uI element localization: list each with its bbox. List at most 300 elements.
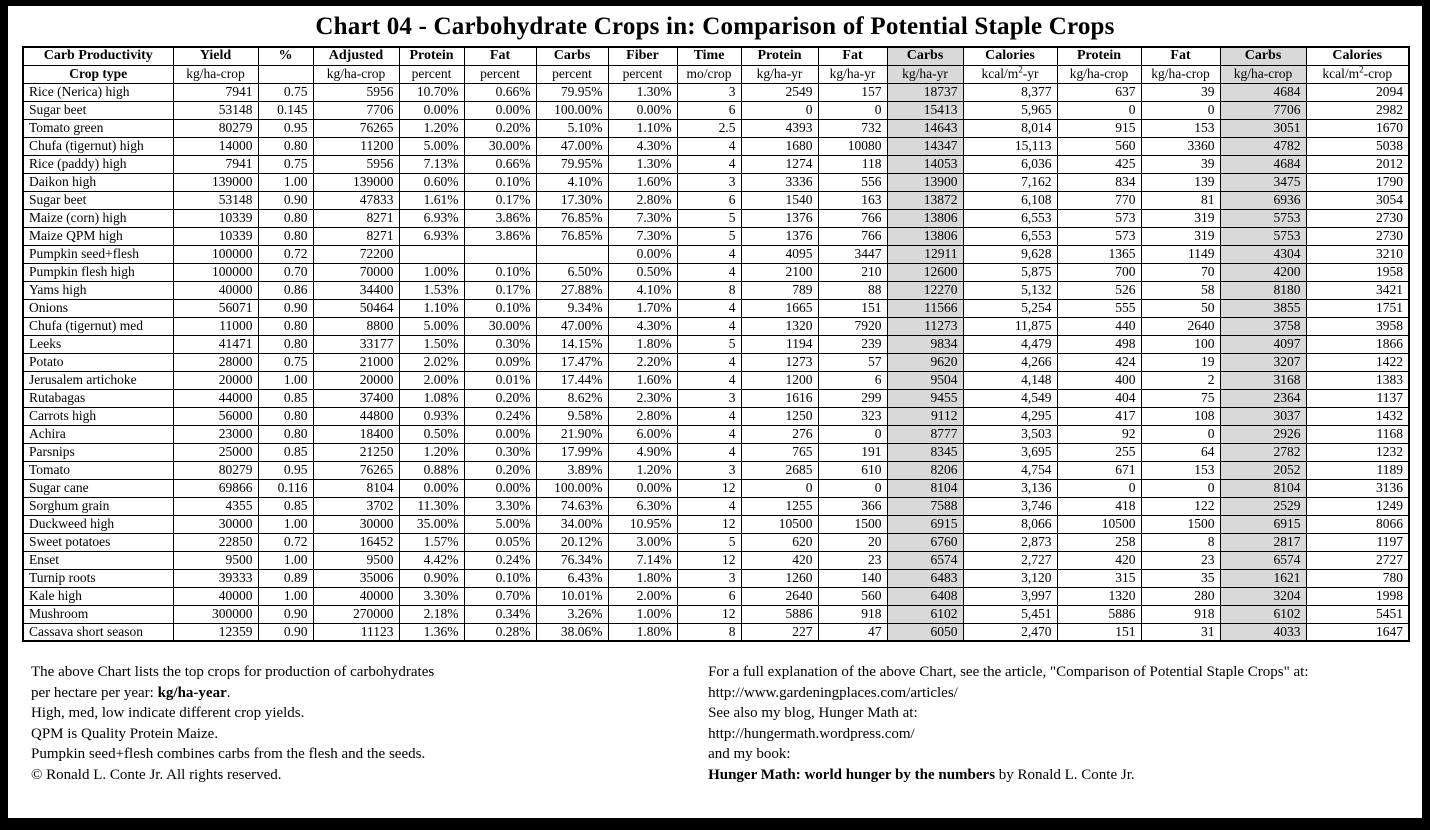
value-cell: 1.00% xyxy=(399,263,464,281)
crop-name-cell: Onions xyxy=(23,299,173,317)
value-cell: 6408 xyxy=(887,587,963,605)
value-cell: 0 xyxy=(1057,479,1141,497)
column-header: Protein xyxy=(1057,47,1141,65)
value-cell: 6.00% xyxy=(608,425,677,443)
value-cell: 270000 xyxy=(313,605,399,623)
footer-text: http://www.gardeningplaces.com/articles/ xyxy=(708,684,958,701)
value-cell: 0.20% xyxy=(464,461,536,479)
value-cell: 4,479 xyxy=(963,335,1057,353)
value-cell: 1376 xyxy=(741,209,818,227)
column-header: Fat xyxy=(1141,47,1220,65)
value-cell: 3210 xyxy=(1306,245,1409,263)
table-header xyxy=(23,47,1409,83)
value-cell: 3,997 xyxy=(963,587,1057,605)
value-cell: 1149 xyxy=(1141,245,1220,263)
crop-name-cell: Parsnips xyxy=(23,443,173,461)
value-cell: 17.47% xyxy=(536,353,608,371)
value-cell: 5,132 xyxy=(963,281,1057,299)
footer-line xyxy=(708,662,1408,683)
value-cell: 0.20% xyxy=(464,119,536,137)
value-cell: 8066 xyxy=(1306,515,1409,533)
value-cell: 5038 xyxy=(1306,137,1409,155)
value-cell: 5 xyxy=(677,209,741,227)
value-cell: 0 xyxy=(1141,101,1220,119)
units-row xyxy=(23,65,1409,83)
value-cell: 1.60% xyxy=(608,173,677,191)
value-cell: 0.80 xyxy=(258,425,313,443)
value-cell: 139000 xyxy=(173,173,258,191)
value-cell: 5.10% xyxy=(536,119,608,137)
value-cell: 0.90 xyxy=(258,299,313,317)
column-header: Yield xyxy=(173,47,258,65)
value-cell: 3 xyxy=(677,461,741,479)
value-cell: 1.00 xyxy=(258,371,313,389)
value-cell: 0.01% xyxy=(464,371,536,389)
value-cell: 0.17% xyxy=(464,281,536,299)
value-cell: 153 xyxy=(1141,461,1220,479)
value-cell: 0.80 xyxy=(258,407,313,425)
table-row xyxy=(23,533,1409,551)
value-cell: 418 xyxy=(1057,497,1141,515)
value-cell: 8206 xyxy=(887,461,963,479)
value-cell: 8 xyxy=(677,281,741,299)
value-cell: 2.02% xyxy=(399,353,464,371)
value-cell: 3475 xyxy=(1220,173,1306,191)
value-cell: 2094 xyxy=(1306,83,1409,101)
value-cell: 1.53% xyxy=(399,281,464,299)
value-cell: 0.10% xyxy=(464,263,536,281)
value-cell: 0.66% xyxy=(464,155,536,173)
page-title: Chart 04 - Carbohydrate Crops in: Comparison of Potential Staple Crops xyxy=(315,13,1115,40)
value-cell: 18400 xyxy=(313,425,399,443)
value-cell: 1.00 xyxy=(258,551,313,569)
value-cell: 918 xyxy=(818,605,887,623)
footer-right-notes xyxy=(708,662,1408,785)
value-cell: 39 xyxy=(1141,83,1220,101)
value-cell: 35.00% xyxy=(399,515,464,533)
value-cell: 1194 xyxy=(741,335,818,353)
value-cell: 424 xyxy=(1057,353,1141,371)
value-cell: 1.80% xyxy=(608,335,677,353)
table-row xyxy=(23,551,1409,569)
value-cell: 2.80% xyxy=(608,407,677,425)
value-cell: 20000 xyxy=(173,371,258,389)
value-cell: 8271 xyxy=(313,209,399,227)
value-cell: 276 xyxy=(741,425,818,443)
column-header: Carbs xyxy=(887,47,963,65)
column-unit: percent xyxy=(608,65,677,83)
value-cell: 0.90% xyxy=(399,569,464,587)
value-cell: 9504 xyxy=(887,371,963,389)
crop-name-cell: Rutabagas xyxy=(23,389,173,407)
value-cell: 1.08% xyxy=(399,389,464,407)
value-cell: 8104 xyxy=(1220,479,1306,497)
value-cell: 0.90 xyxy=(258,605,313,623)
value-cell: 11,875 xyxy=(963,317,1057,335)
value-cell: 0.10% xyxy=(464,173,536,191)
value-cell: 1.20% xyxy=(399,119,464,137)
column-unit: kg/ha-crop xyxy=(1141,65,1220,83)
crop-name-cell: Pumpkin seed+flesh xyxy=(23,245,173,263)
crop-name-cell: Jerusalem artichoke xyxy=(23,371,173,389)
value-cell: 5886 xyxy=(741,605,818,623)
value-cell: 1274 xyxy=(741,155,818,173)
value-cell: 17.99% xyxy=(536,443,608,461)
value-cell: 21250 xyxy=(313,443,399,461)
value-cell: 76.85% xyxy=(536,209,608,227)
value-cell: 9620 xyxy=(887,353,963,371)
value-cell: 50464 xyxy=(313,299,399,317)
value-cell: 1621 xyxy=(1220,569,1306,587)
column-unit: kg/ha-crop xyxy=(313,65,399,83)
value-cell: 139000 xyxy=(313,173,399,191)
value-cell: 1168 xyxy=(1306,425,1409,443)
value-cell: 3.00% xyxy=(608,533,677,551)
value-cell: 76265 xyxy=(313,461,399,479)
footer-text: Pumpkin seed+flesh combines carbs from the flesh and the seeds. xyxy=(31,746,426,763)
value-cell: 2982 xyxy=(1306,101,1409,119)
value-cell: 7920 xyxy=(818,317,887,335)
value-cell: 2817 xyxy=(1220,533,1306,551)
footer-text: High, med, low indicate different crop yields. xyxy=(31,705,305,722)
value-cell: 41471 xyxy=(173,335,258,353)
value-cell: 0.80 xyxy=(258,209,313,227)
value-cell: 3,695 xyxy=(963,443,1057,461)
value-cell: 4 xyxy=(677,317,741,335)
column-header: Calories xyxy=(1306,47,1409,65)
value-cell: 0.93% xyxy=(399,407,464,425)
table-row xyxy=(23,317,1409,335)
value-cell: 315 xyxy=(1057,569,1141,587)
value-cell: 0.80 xyxy=(258,317,313,335)
value-cell: 0.50% xyxy=(608,263,677,281)
value-cell: 12 xyxy=(677,551,741,569)
value-cell: 8345 xyxy=(887,443,963,461)
value-cell: 0 xyxy=(818,101,887,119)
value-cell: 1432 xyxy=(1306,407,1409,425)
value-cell: 80279 xyxy=(173,461,258,479)
value-cell: 1.57% xyxy=(399,533,464,551)
column-unit: kg/ha-yr xyxy=(741,65,818,83)
value-cell: 13900 xyxy=(887,173,963,191)
value-cell: 10.70% xyxy=(399,83,464,101)
value-cell: 2012 xyxy=(1306,155,1409,173)
value-cell: 40000 xyxy=(173,587,258,605)
crop-name-cell: Tomato green xyxy=(23,119,173,137)
crop-name-cell: Duckweed high xyxy=(23,515,173,533)
value-cell: 6 xyxy=(677,191,741,209)
value-cell: 319 xyxy=(1141,209,1220,227)
value-cell: 3054 xyxy=(1306,191,1409,209)
value-cell: 0.95 xyxy=(258,119,313,137)
column-header: Protein xyxy=(399,47,464,65)
value-cell: 1189 xyxy=(1306,461,1409,479)
value-cell: 915 xyxy=(1057,119,1141,137)
value-cell: 81 xyxy=(1141,191,1220,209)
value-cell: 15,113 xyxy=(963,137,1057,155)
value-cell: 610 xyxy=(818,461,887,479)
table-row xyxy=(23,335,1409,353)
value-cell: 0.30% xyxy=(464,335,536,353)
value-cell: 11273 xyxy=(887,317,963,335)
value-cell: 8777 xyxy=(887,425,963,443)
value-cell: 13806 xyxy=(887,227,963,245)
table-row xyxy=(23,587,1409,605)
table-row xyxy=(23,389,1409,407)
value-cell: 8104 xyxy=(313,479,399,497)
crop-name-cell: Cassava short season xyxy=(23,623,173,641)
value-cell: 151 xyxy=(1057,623,1141,641)
table-row xyxy=(23,623,1409,641)
value-cell: 30000 xyxy=(313,515,399,533)
table-row xyxy=(23,515,1409,533)
value-cell: 732 xyxy=(818,119,887,137)
value-cell: 5 xyxy=(677,533,741,551)
value-cell: 3702 xyxy=(313,497,399,515)
column-unit: percent xyxy=(464,65,536,83)
table-row xyxy=(23,443,1409,461)
value-cell: 1616 xyxy=(741,389,818,407)
value-cell: 5451 xyxy=(1306,605,1409,623)
value-cell: 766 xyxy=(818,209,887,227)
value-cell: 0.10% xyxy=(464,569,536,587)
value-cell: 122 xyxy=(1141,497,1220,515)
value-cell: 258 xyxy=(1057,533,1141,551)
value-cell: 1.60% xyxy=(608,371,677,389)
value-cell: 1376 xyxy=(741,227,818,245)
value-cell: 2100 xyxy=(741,263,818,281)
value-cell: 39 xyxy=(1141,155,1220,173)
value-cell: 498 xyxy=(1057,335,1141,353)
value-cell: 0.30% xyxy=(464,443,536,461)
value-cell: 4 xyxy=(677,371,741,389)
value-cell: 7588 xyxy=(887,497,963,515)
value-cell: 4355 xyxy=(173,497,258,515)
value-cell: 0.70% xyxy=(464,587,536,605)
value-cell: 76265 xyxy=(313,119,399,137)
value-cell: 1647 xyxy=(1306,623,1409,641)
value-cell: 3421 xyxy=(1306,281,1409,299)
value-cell: 6,553 xyxy=(963,227,1057,245)
value-cell: 5 xyxy=(677,335,741,353)
table-row xyxy=(23,245,1409,263)
value-cell: 12911 xyxy=(887,245,963,263)
value-cell: 918 xyxy=(1141,605,1220,623)
value-cell: 404 xyxy=(1057,389,1141,407)
value-cell: 13872 xyxy=(887,191,963,209)
table-row xyxy=(23,83,1409,101)
value-cell: 2549 xyxy=(741,83,818,101)
value-cell: 4,295 xyxy=(963,407,1057,425)
value-cell: 8104 xyxy=(887,479,963,497)
value-cell: 92 xyxy=(1057,425,1141,443)
value-cell: 0.66% xyxy=(464,83,536,101)
value-cell: 1665 xyxy=(741,299,818,317)
value-cell: 100 xyxy=(1141,335,1220,353)
footer-text: The above Chart lists the top crops for production of carbohydrates xyxy=(31,664,435,680)
value-cell: 10080 xyxy=(818,137,887,155)
value-cell: 80279 xyxy=(173,119,258,137)
value-cell: 420 xyxy=(1057,551,1141,569)
value-cell: 35006 xyxy=(313,569,399,587)
value-cell: 3.30% xyxy=(399,587,464,605)
value-cell: 3168 xyxy=(1220,371,1306,389)
crop-name-cell: Pumpkin flesh high xyxy=(23,263,173,281)
value-cell: 3 xyxy=(677,173,741,191)
value-cell: 1.30% xyxy=(608,155,677,173)
value-cell: 7.14% xyxy=(608,551,677,569)
value-cell: 16452 xyxy=(313,533,399,551)
value-cell: 58 xyxy=(1141,281,1220,299)
value-cell: 1.20% xyxy=(399,443,464,461)
value-cell: 6760 xyxy=(887,533,963,551)
crops-table xyxy=(22,46,1410,642)
value-cell: 2926 xyxy=(1220,425,1306,443)
value-cell: 100.00% xyxy=(536,479,608,497)
value-cell: 5753 xyxy=(1220,227,1306,245)
value-cell: 4.90% xyxy=(608,443,677,461)
column-header: Time xyxy=(677,47,741,65)
value-cell: 6936 xyxy=(1220,191,1306,209)
value-cell: 0.00% xyxy=(608,245,677,263)
value-cell: 19 xyxy=(1141,353,1220,371)
value-cell: 2,873 xyxy=(963,533,1057,551)
column-unit: Crop type xyxy=(23,65,173,83)
value-cell: 0 xyxy=(1141,425,1220,443)
value-cell: 2052 xyxy=(1220,461,1306,479)
table-row xyxy=(23,119,1409,137)
column-unit: mo/crop xyxy=(677,65,741,83)
table-row xyxy=(23,191,1409,209)
value-cell: 4684 xyxy=(1220,83,1306,101)
crop-name-cell: Kale high xyxy=(23,587,173,605)
value-cell: 425 xyxy=(1057,155,1141,173)
value-cell: 8,014 xyxy=(963,119,1057,137)
value-cell: 1.36% xyxy=(399,623,464,641)
value-cell: 44000 xyxy=(173,389,258,407)
value-cell: 1320 xyxy=(741,317,818,335)
value-cell: 671 xyxy=(1057,461,1141,479)
value-cell: 1383 xyxy=(1306,371,1409,389)
crop-name-cell: Leeks xyxy=(23,335,173,353)
column-unit: kg/ha-yr xyxy=(887,65,963,83)
value-cell: 10339 xyxy=(173,227,258,245)
value-cell: 560 xyxy=(1057,137,1141,155)
crop-name-cell: Sugar beet xyxy=(23,191,173,209)
value-cell: 20.12% xyxy=(536,533,608,551)
value-cell: 163 xyxy=(818,191,887,209)
value-cell: 4 xyxy=(677,155,741,173)
column-unit: kg/ha-crop xyxy=(173,65,258,83)
value-cell: 2.20% xyxy=(608,353,677,371)
value-cell: 14000 xyxy=(173,137,258,155)
value-cell: 3037 xyxy=(1220,407,1306,425)
value-cell: 6102 xyxy=(887,605,963,623)
value-cell: 69866 xyxy=(173,479,258,497)
value-cell: 6 xyxy=(818,371,887,389)
value-cell: 1249 xyxy=(1306,497,1409,515)
value-cell: 10500 xyxy=(1057,515,1141,533)
column-unit: percent xyxy=(399,65,464,83)
footer-text: kg/ha-year xyxy=(157,684,227,701)
value-cell: 8,066 xyxy=(963,515,1057,533)
table-row xyxy=(23,101,1409,119)
value-cell: 319 xyxy=(1141,227,1220,245)
value-cell: 0.85 xyxy=(258,389,313,407)
value-cell: 11123 xyxy=(313,623,399,641)
column-header: Fiber xyxy=(608,47,677,65)
value-cell: 3 xyxy=(677,83,741,101)
footer-line xyxy=(31,765,708,786)
value-cell: 4 xyxy=(677,443,741,461)
value-cell: 2640 xyxy=(741,587,818,605)
crop-name-cell: Turnip roots xyxy=(23,569,173,587)
value-cell: 0.00% xyxy=(464,479,536,497)
value-cell: 3336 xyxy=(741,173,818,191)
value-cell: 9455 xyxy=(887,389,963,407)
value-cell: 0.60% xyxy=(399,173,464,191)
table-row xyxy=(23,407,1409,425)
value-cell: 9.58% xyxy=(536,407,608,425)
crop-name-cell: Rice (paddy) high xyxy=(23,155,173,173)
superscript: 2 xyxy=(1018,65,1023,75)
value-cell: 620 xyxy=(741,533,818,551)
column-header: Carbs xyxy=(1220,47,1306,65)
value-cell: 50 xyxy=(1141,299,1220,317)
value-cell: 40000 xyxy=(313,587,399,605)
table-row xyxy=(23,281,1409,299)
value-cell: 11.30% xyxy=(399,497,464,515)
value-cell: 2.30% xyxy=(608,389,677,407)
value-cell: 34400 xyxy=(313,281,399,299)
value-cell: 64 xyxy=(1141,443,1220,461)
value-cell: 3855 xyxy=(1220,299,1306,317)
value-cell: 53148 xyxy=(173,101,258,119)
value-cell: 22850 xyxy=(173,533,258,551)
value-cell: 6,108 xyxy=(963,191,1057,209)
value-cell: 0.95 xyxy=(258,461,313,479)
value-cell xyxy=(464,245,536,263)
value-cell: 2727 xyxy=(1306,551,1409,569)
table-row xyxy=(23,371,1409,389)
value-cell: 366 xyxy=(818,497,887,515)
value-cell: 3.89% xyxy=(536,461,608,479)
table-row xyxy=(23,479,1409,497)
value-cell: 4393 xyxy=(741,119,818,137)
value-cell: 6.50% xyxy=(536,263,608,281)
table-row xyxy=(23,209,1409,227)
value-cell: 6574 xyxy=(887,551,963,569)
value-cell: 5.00% xyxy=(399,137,464,155)
value-cell: 27.88% xyxy=(536,281,608,299)
value-cell: 0 xyxy=(1057,101,1141,119)
value-cell: 0.80 xyxy=(258,335,313,353)
value-cell: 7706 xyxy=(313,101,399,119)
value-cell: 0 xyxy=(741,101,818,119)
footer-line xyxy=(31,683,708,704)
value-cell: 23000 xyxy=(173,425,258,443)
value-cell: 1.00 xyxy=(258,515,313,533)
value-cell: 0 xyxy=(1141,479,1220,497)
value-cell: 2364 xyxy=(1220,389,1306,407)
value-cell: 79.95% xyxy=(536,83,608,101)
value-cell: 0.145 xyxy=(258,101,313,119)
value-cell: 0.00% xyxy=(464,101,536,119)
value-cell: 1.50% xyxy=(399,335,464,353)
value-cell: 4,148 xyxy=(963,371,1057,389)
value-cell: 0.75 xyxy=(258,83,313,101)
value-cell: 0.116 xyxy=(258,479,313,497)
